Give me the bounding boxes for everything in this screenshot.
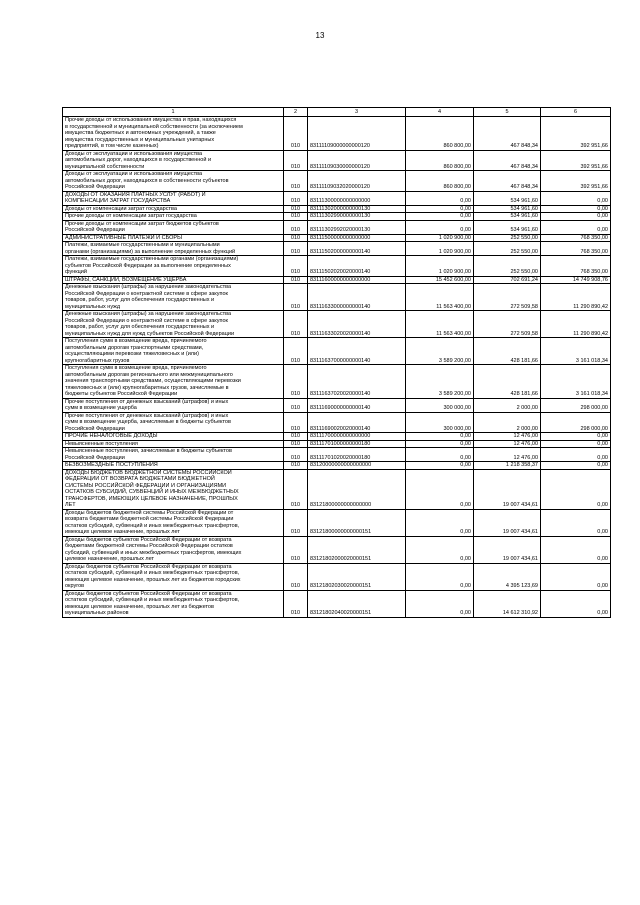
- row-name-cell: Платежи, взимаемые государственными органами (организациями) субъектов Российской Федерации за выполнение определенных функций: [63, 256, 284, 277]
- row-plan-cell: 11 563 400,00: [406, 311, 474, 338]
- row-kbk-cell: 83120000000000000000: [308, 462, 406, 470]
- row-name-cell: Доходы бюджетов субъектов Российской Федерации от возврата бюджетами бюджетной системы Российской Федерации остатков субсидий, субвенций и иных межбюджетных трансфертов, имеющих целевое назначение, прошлых лет: [63, 536, 284, 563]
- row-name-cell: Поступления сумм в возмещение вреда, причиняемого автомобильным дорогам регионального или межмуниципального значения транспортными средствами, осуществляющими перевозки тяжеловесных и (или) крупногабаритных грузов, зачисляемые в бюджеты субъектов Российской Федерации: [63, 365, 284, 399]
- row-name-cell: Денежные взыскания (штрафы) за нарушение законодательства Российской Федерации о контрактной системе в сфере закупок товаров, работ, услуг для обеспечения государственных и муниципальных нужд: [63, 284, 284, 311]
- row-name-cell: Прочие доходы от использования имущества и прав, находящихся в государственной и муниципальной собственности (за исключением имущества бюджетных и автономных учреждений, а также имущества государственных и муниципальных унитарных предприятий, в том числе казенных): [63, 117, 284, 151]
- row-code-cell: 010: [284, 213, 308, 221]
- table-row: [63, 171, 611, 192]
- row-fact-cell: 467 848,34: [474, 117, 541, 151]
- row-fact-cell: 2 000,00: [474, 412, 541, 433]
- column-header: 6: [541, 108, 611, 117]
- row-kbk-cell: 83111502020020000140: [308, 256, 406, 277]
- row-code-cell: 010: [284, 234, 308, 242]
- row-fact-cell: 534 961,60: [474, 213, 541, 221]
- row-rest-cell: 0,00: [541, 433, 611, 441]
- row-plan-cell: 0,00: [406, 433, 474, 441]
- row-fact-cell: 19 007 434,61: [474, 509, 541, 536]
- row-rest-cell: 14 749 908,76: [541, 276, 611, 284]
- row-fact-cell: 12 476,00: [474, 440, 541, 448]
- row-name-cell: Доходы бюджетов бюджетной системы Российской Федерации от возврата бюджетами бюджетной системы Российской Федерации остатков субсидий, субвенций и иных межбюджетных трансфертов, имеющих целевое назначение, прошлых лет: [63, 509, 284, 536]
- row-code-cell: 010: [284, 220, 308, 234]
- row-plan-cell: 0,00: [406, 590, 474, 617]
- row-code-cell: 010: [284, 509, 308, 536]
- row-plan-cell: 300 000,00: [406, 398, 474, 412]
- row-fact-cell: 252 550,00: [474, 234, 541, 242]
- table-row: [63, 433, 611, 441]
- row-code-cell: 010: [284, 398, 308, 412]
- row-name-cell: ШТРАФЫ, САНКЦИИ, ВОЗМЕЩЕНИЕ УЩЕРБА: [63, 276, 284, 284]
- row-fact-cell: 272 509,58: [474, 284, 541, 311]
- row-code-cell: 010: [284, 242, 308, 256]
- row-code-cell: 010: [284, 205, 308, 213]
- row-code-cell: 010: [284, 284, 308, 311]
- table-row: [63, 462, 611, 470]
- row-name-cell: Доходы от эксплуатации и использования имущества автомобильных дорог, находящихся в собственности субъектов Российской Федерации: [63, 171, 284, 192]
- row-name-cell: ДОХОДЫ БЮДЖЕТОВ БЮДЖЕТНОЙ СИСТЕМЫ РОССИЙСКОЙ ФЕДЕРАЦИИ ОТ ВОЗВРАТА БЮДЖЕТАМИ БЮДЖЕТНОЙ СИСТЕМЫ РОССИЙСКОЙ ФЕДЕРАЦИИ И ОРГАНИЗАЦИЯМИ ОСТАТКОВ СУБСИДИЙ, СУБВЕНЦИЙ И ИНЫХ МЕЖБЮДЖЕТНЫХ ТРАНСФЕРТОВ, ИМЕЮЩИХ ЦЕЛЕВОЕ НАЗНАЧЕНИЕ, ПРОШЛЫХ ЛЕТ: [63, 469, 284, 509]
- table-row: [63, 220, 611, 234]
- row-kbk-cell: 83121800000000000000: [308, 469, 406, 509]
- table-row: [63, 365, 611, 399]
- row-rest-cell: 3 161 018,34: [541, 365, 611, 399]
- row-code-cell: 010: [284, 117, 308, 151]
- table-row: [63, 284, 611, 311]
- row-code-cell: 010: [284, 311, 308, 338]
- table-row: [63, 311, 611, 338]
- row-kbk-cell: 83111637000000000140: [308, 338, 406, 365]
- row-code-cell: 010: [284, 256, 308, 277]
- row-code-cell: 010: [284, 462, 308, 470]
- row-code-cell: 010: [284, 469, 308, 509]
- row-rest-cell: 768 350,00: [541, 234, 611, 242]
- row-fact-cell: 2 000,00: [474, 398, 541, 412]
- row-rest-cell: 11 290 890,42: [541, 284, 611, 311]
- table-row: [63, 509, 611, 536]
- row-plan-cell: 0,00: [406, 205, 474, 213]
- row-rest-cell: 392 951,66: [541, 150, 611, 171]
- row-rest-cell: 0,00: [541, 220, 611, 234]
- row-kbk-cell: 83111109032020000120: [308, 171, 406, 192]
- row-rest-cell: 0,00: [541, 563, 611, 590]
- row-name-cell: Прочие поступления от денежных взысканий (штрафов) и иных сумм в возмещение ущерба, зачисляемые в бюджеты субъектов Российской Федерации: [63, 412, 284, 433]
- row-plan-cell: 0,00: [406, 469, 474, 509]
- table-row: [63, 117, 611, 151]
- row-kbk-cell: 83111701000000000180: [308, 440, 406, 448]
- row-plan-cell: 1 020 900,00: [406, 242, 474, 256]
- row-kbk-cell: 83111637020020000140: [308, 365, 406, 399]
- row-plan-cell: 11 563 400,00: [406, 284, 474, 311]
- row-rest-cell: 11 290 890,42: [541, 311, 611, 338]
- row-kbk-cell: 83111633000000000140: [308, 284, 406, 311]
- row-kbk-cell: 83121802040020000151: [308, 590, 406, 617]
- table-row: [63, 213, 611, 221]
- row-kbk-cell: 83121802030020000151: [308, 563, 406, 590]
- row-plan-cell: 3 589 200,00: [406, 338, 474, 365]
- row-kbk-cell: 83111302990000000130: [308, 213, 406, 221]
- row-fact-cell: 19 007 434,61: [474, 469, 541, 509]
- row-kbk-cell: 83111300000000000000: [308, 191, 406, 205]
- row-code-cell: 010: [284, 448, 308, 462]
- row-fact-cell: 534 961,60: [474, 205, 541, 213]
- row-kbk-cell: 83111500000000000000: [308, 234, 406, 242]
- row-name-cell: Прочие доходы от компенсации затрат государства: [63, 213, 284, 221]
- row-fact-cell: 534 961,60: [474, 220, 541, 234]
- row-plan-cell: 0,00: [406, 462, 474, 470]
- row-rest-cell: 0,00: [541, 205, 611, 213]
- table-row: [63, 398, 611, 412]
- row-fact-cell: 702 691,24: [474, 276, 541, 284]
- row-name-cell: Поступления сумм в возмещение вреда, причиняемого автомобильным дорогам транспортными средствами, осуществляющими перевозки тяжеловесных и (или) крупногабаритных грузов: [63, 338, 284, 365]
- table-row: [63, 469, 611, 509]
- row-plan-cell: 0,00: [406, 440, 474, 448]
- row-plan-cell: 860 800,00: [406, 150, 474, 171]
- row-rest-cell: 0,00: [541, 469, 611, 509]
- row-plan-cell: 1 020 900,00: [406, 234, 474, 242]
- row-fact-cell: 252 550,00: [474, 242, 541, 256]
- table-row: [63, 440, 611, 448]
- table-row: [63, 191, 611, 205]
- table-row: [63, 205, 611, 213]
- row-code-cell: 010: [284, 365, 308, 399]
- row-code-cell: 010: [284, 590, 308, 617]
- row-name-cell: Доходы бюджетов субъектов Российской Федерации от возврата остатков субсидий, субвенций и иных межбюджетных трансфертов, имеющих целевое назначение, прошлых лет из бюджетов муниципальных районов: [63, 590, 284, 617]
- row-rest-cell: 0,00: [541, 509, 611, 536]
- table-row: [63, 563, 611, 590]
- table-row: [63, 256, 611, 277]
- column-header: 2: [284, 108, 308, 117]
- row-rest-cell: 0,00: [541, 440, 611, 448]
- row-kbk-cell: 83111109000000000120: [308, 117, 406, 151]
- row-rest-cell: 768 350,00: [541, 256, 611, 277]
- row-kbk-cell: 83111690000000000140: [308, 398, 406, 412]
- row-kbk-cell: 83111502000000000140: [308, 242, 406, 256]
- row-plan-cell: 3 589 200,00: [406, 365, 474, 399]
- row-kbk-cell: 83111600000000000000: [308, 276, 406, 284]
- table-row: [63, 150, 611, 171]
- row-kbk-cell: 83111633020020000140: [308, 311, 406, 338]
- row-plan-cell: 0,00: [406, 536, 474, 563]
- table-header-row: [63, 108, 611, 117]
- row-plan-cell: 0,00: [406, 191, 474, 205]
- row-kbk-cell: 83111690020020000140: [308, 412, 406, 433]
- row-rest-cell: 0,00: [541, 191, 611, 205]
- row-plan-cell: 0,00: [406, 448, 474, 462]
- row-fact-cell: 14 612 310,92: [474, 590, 541, 617]
- row-name-cell: Доходы бюджетов субъектов Российской Федерации от возврата остатков субсидий, субвенций и иных межбюджетных трансфертов, имеющих целевое назначение, прошлых лет из бюджетов городских округов: [63, 563, 284, 590]
- row-name-cell: ПРОЧИЕ НЕНАЛОГОВЫЕ ДОХОДЫ: [63, 433, 284, 441]
- row-name-cell: БЕЗВОЗМЕЗДНЫЕ ПОСТУПЛЕНИЯ: [63, 462, 284, 470]
- row-plan-cell: 860 800,00: [406, 171, 474, 192]
- row-name-cell: Прочие доходы от компенсации затрат бюджетов субъектов Российской Федерации: [63, 220, 284, 234]
- row-fact-cell: 428 181,66: [474, 338, 541, 365]
- row-name-cell: Прочие поступления от денежных взысканий (штрафов) и иных сумм в возмещение ущерба: [63, 398, 284, 412]
- row-rest-cell: 392 951,66: [541, 171, 611, 192]
- row-code-cell: 010: [284, 412, 308, 433]
- row-name-cell: Невыясненные поступления, зачисляемые в бюджеты субъектов Российской Федерации: [63, 448, 284, 462]
- row-plan-cell: 0,00: [406, 220, 474, 234]
- row-fact-cell: 12 476,00: [474, 448, 541, 462]
- column-header: 3: [308, 108, 406, 117]
- row-rest-cell: 3 161 018,34: [541, 338, 611, 365]
- row-kbk-cell: 83111700000000000000: [308, 433, 406, 441]
- row-plan-cell: 0,00: [406, 213, 474, 221]
- table-row: [63, 536, 611, 563]
- row-name-cell: АДМИНИСТРАТИВНЫЕ ПЛАТЕЖИ И СБОРЫ: [63, 234, 284, 242]
- row-code-cell: 010: [284, 191, 308, 205]
- row-name-cell: Денежные взыскания (штрафы) за нарушение законодательства Российской Федерации о контрактной системе в сфере закупок товаров, работ, услуг для обеспечения государственных и муниципальных нужд для нужд субъектов Российской Федерации: [63, 311, 284, 338]
- row-kbk-cell: 83111701020020000180: [308, 448, 406, 462]
- row-name-cell: Доходы от эксплуатации и использования имущества автомобильных дорог, находящихся в государственной и муниципальной собственности: [63, 150, 284, 171]
- row-kbk-cell: 83121800000000000151: [308, 509, 406, 536]
- row-fact-cell: 534 961,60: [474, 191, 541, 205]
- row-rest-cell: 298 000,00: [541, 398, 611, 412]
- row-rest-cell: 768 350,00: [541, 242, 611, 256]
- row-code-cell: 010: [284, 338, 308, 365]
- row-code-cell: 010: [284, 150, 308, 171]
- row-plan-cell: 860 800,00: [406, 117, 474, 151]
- row-rest-cell: 392 951,66: [541, 117, 611, 151]
- row-code-cell: 010: [284, 171, 308, 192]
- column-header: 5: [474, 108, 541, 117]
- row-name-cell: Доходы от компенсации затрат государства: [63, 205, 284, 213]
- table-row: [63, 338, 611, 365]
- row-code-cell: 010: [284, 563, 308, 590]
- row-rest-cell: 298 000,00: [541, 412, 611, 433]
- revenue-table: [62, 107, 611, 618]
- table-row: [63, 242, 611, 256]
- table-row: [63, 590, 611, 617]
- row-fact-cell: 19 007 434,61: [474, 536, 541, 563]
- row-plan-cell: 0,00: [406, 563, 474, 590]
- row-fact-cell: 252 550,00: [474, 256, 541, 277]
- row-rest-cell: 0,00: [541, 590, 611, 617]
- table-row: [63, 448, 611, 462]
- row-fact-cell: 1 218 358,37: [474, 462, 541, 470]
- row-fact-cell: 272 509,58: [474, 311, 541, 338]
- row-name-cell: Платежи, взимаемые государственными и муниципальными органами (организациями) за выполнение определенных функций: [63, 242, 284, 256]
- row-code-cell: 010: [284, 433, 308, 441]
- row-fact-cell: 428 181,66: [474, 365, 541, 399]
- row-rest-cell: 0,00: [541, 213, 611, 221]
- row-name-cell: ДОХОДЫ ОТ ОКАЗАНИЯ ПЛАТНЫХ УСЛУГ (РАБОТ) И КОМПЕНСАЦИИ ЗАТРАТ ГОСУДАРСТВА: [63, 191, 284, 205]
- page-number: 13: [315, 31, 325, 40]
- row-name-cell: Невыясненные поступления: [63, 440, 284, 448]
- row-kbk-cell: 83111302992020000130: [308, 220, 406, 234]
- row-rest-cell: 0,00: [541, 536, 611, 563]
- row-code-cell: 010: [284, 440, 308, 448]
- column-header: 1: [63, 108, 284, 117]
- row-plan-cell: 1 020 900,00: [406, 256, 474, 277]
- row-plan-cell: 0,00: [406, 509, 474, 536]
- column-header: 4: [406, 108, 474, 117]
- row-plan-cell: 300 000,00: [406, 412, 474, 433]
- table-row: [63, 276, 611, 284]
- table-row: [63, 234, 611, 242]
- row-code-cell: 010: [284, 276, 308, 284]
- row-fact-cell: 467 848,34: [474, 150, 541, 171]
- table-row: [63, 412, 611, 433]
- row-rest-cell: 0,00: [541, 462, 611, 470]
- row-code-cell: 010: [284, 536, 308, 563]
- row-fact-cell: 12 476,00: [474, 433, 541, 441]
- row-rest-cell: 0,00: [541, 448, 611, 462]
- row-fact-cell: 467 848,34: [474, 171, 541, 192]
- row-kbk-cell: 83111109030000000120: [308, 150, 406, 171]
- row-plan-cell: 15 452 600,00: [406, 276, 474, 284]
- row-kbk-cell: 83121802000020000151: [308, 536, 406, 563]
- row-kbk-cell: 83111302000000000130: [308, 205, 406, 213]
- row-fact-cell: 4 395 123,69: [474, 563, 541, 590]
